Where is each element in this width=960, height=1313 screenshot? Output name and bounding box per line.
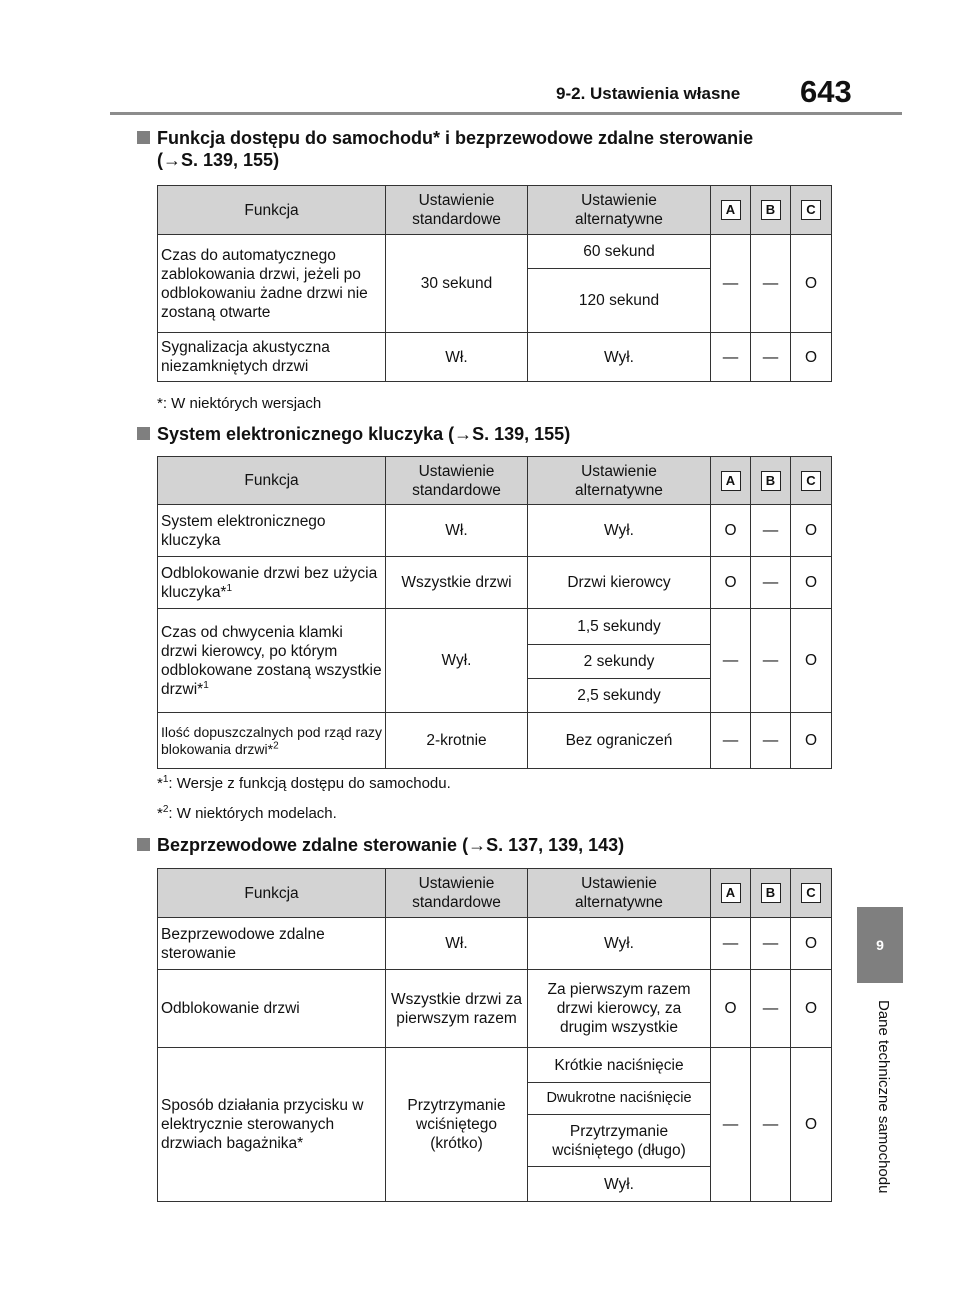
table-row: Czas od chwycenia klamki drzwi kierowcy, po którym odblokowane zostaną wszystkie drzwi*$^1$ Wył. 1,5 sekundy — — O	[158, 609, 832, 645]
table-row: Ilość dopuszczalnych pod rząd razy blokowania drzwi*$^2$ 2-krotnie Bez ograniczeń — — O	[158, 713, 832, 769]
table-row: Odblokowanie drzwi bez użycia kluczyka*$^1$ Wszystkie drzwi Drzwi kierowcy O — O	[158, 557, 832, 609]
col-b: B	[751, 457, 791, 505]
col-b: B	[751, 869, 791, 918]
settings-table-3: Funkcja Ustawienie standardowe Ustawienie alternatywne A B C Bezprzewodowe zdalne sterowanie Wł. Wył. — — O Odblokowanie drzwi Wszystkie drzwi za pierwszym razem Za pierwszym razem drzwi kierowcy, za drugim wszystkie O — O Sposób działania przycisku w elektrycznie sterowanych drzwiach bagażnika* Przytrzymanie wciśniętego (krótko) Krótkie naciśnięcie — — O Dwukrotne naciśnięcie Przytrzymanie wciśniętego (długo) Wył.	[157, 868, 832, 1202]
col-c: C	[791, 869, 832, 918]
settings-table-2: Funkcja Ustawienie standardowe Ustawienie alternatywne A B C System elektronicznego kluczyka Wł. Wył. O — O Odblokowanie drzwi bez użycia kluczyka*$^1$ Wszystkie drzwi Drzwi kierowcy O — O Czas od chwycenia klamki drzwi kierowcy, po którym odblokowane zostaną wszystkie drzwi*$^1$ Wył. 1,5 sekundy — — O 2 sekundy 2,5 sekundy Ilość dopuszczalnych pod rząd razy blokowania drzwi*$^2$ 2-krotnie Bez ograniczeń — — O	[157, 456, 832, 769]
table-row: Sygnalizacja akustyczna niezamkniętych drzwi Wł. Wył. — — O	[158, 333, 832, 382]
col-funkcja: Funkcja	[158, 186, 386, 235]
chapter-tab: 9	[857, 907, 903, 983]
col-alternative: Ustawienie alternatywne	[528, 869, 711, 918]
col-funkcja: Funkcja	[158, 869, 386, 918]
col-alternative: Ustawienie alternatywne	[528, 186, 711, 235]
table-row: Bezprzewodowe zdalne sterowanie Wł. Wył. — — O	[158, 918, 832, 970]
col-a: A	[711, 869, 751, 918]
col-b: B	[751, 186, 791, 235]
bullet-square-icon	[137, 427, 150, 440]
section-header: 9-2. Ustawienia własne	[556, 84, 741, 103]
settings-table-1: Funkcja Ustawienie standardowe Ustawienie alternatywne A B C Czas do automatycznego zablokowania drzwi, jeżeli po odblokowaniu żadne drzwi nie zostaną otwarte 30 sekund 60 sekund — — O 120 sekund Sygnalizacja akustyczna niezamkniętych drzwi Wł. Wył. — — O	[157, 185, 832, 382]
section1-title: Funkcja dostępu do samochodu* i bezprzewodowe zdalne sterowanie (→S. 139, 155)	[157, 127, 753, 171]
footnote-2: *$^2$: W niektórych modelach.	[157, 804, 337, 822]
col-standard: Ustawienie standardowe	[386, 869, 528, 918]
header-divider	[110, 112, 902, 115]
col-standard: Ustawienie standardowe	[386, 186, 528, 235]
col-c: C	[791, 186, 832, 235]
footnote-1: *$^1$: Wersje z funkcją dostępu do samochodu.	[157, 774, 451, 792]
col-standard: Ustawienie standardowe	[386, 457, 528, 505]
col-funkcja: Funkcja	[158, 457, 386, 505]
col-a: A	[711, 186, 751, 235]
table-row: Sposób działania przycisku w elektrycznie sterowanych drzwiach bagażnika* Przytrzymanie wciśniętego (krótko) Krótkie naciśnięcie — — O	[158, 1048, 832, 1083]
col-a: A	[711, 457, 751, 505]
table-row: Czas do automatycznego zablokowania drzwi, jeżeli po odblokowaniu żadne drzwi nie zostaną otwarte 30 sekund 60 sekund — — O	[158, 235, 832, 269]
section3-title: Bezprzewodowe zdalne sterowanie (→S. 137, 139, 143)	[157, 834, 624, 856]
chapter-label: Dane techniczne samochodu	[875, 1000, 892, 1194]
page-number: 643	[800, 74, 852, 109]
col-alternative: Ustawienie alternatywne	[528, 457, 711, 505]
section2-title: System elektronicznego kluczyka (→S. 139, 155)	[157, 423, 570, 445]
bullet-square-icon	[137, 131, 150, 144]
footnote: *: W niektórych wersjach	[157, 395, 322, 412]
col-c: C	[791, 457, 832, 505]
table-row: Odblokowanie drzwi Wszystkie drzwi za pierwszym razem Za pierwszym razem drzwi kierowcy, za drugim wszystkie O — O	[158, 970, 832, 1048]
table-row: System elektronicznego kluczyka Wł. Wył. O — O	[158, 505, 832, 557]
bullet-square-icon	[137, 838, 150, 851]
